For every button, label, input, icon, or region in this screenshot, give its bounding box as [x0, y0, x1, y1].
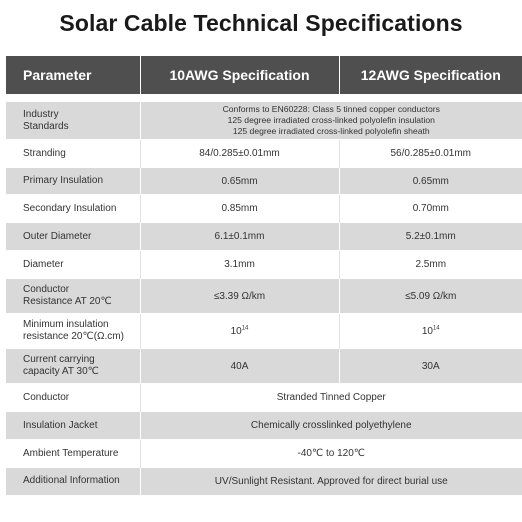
table-header-row	[6, 56, 522, 95]
value-10awg: 40A	[140, 349, 339, 384]
label-line: Resistance AT 20℃	[23, 296, 112, 307]
value-12awg: 56/0.285±0.01mm	[339, 140, 522, 168]
value-12awg: 30A	[339, 349, 522, 384]
value-10awg: 0.65mm	[140, 168, 339, 195]
label-line: Conductor	[23, 284, 70, 295]
header-10awg: 10AWG Specification	[140, 56, 339, 95]
value-base: 10	[421, 325, 433, 337]
merged-value: -40℃ to 120℃	[140, 440, 522, 468]
value-12awg: 5.2±0.1mm	[339, 223, 522, 251]
table-row-current-capacity	[6, 349, 522, 384]
row-label: Primary Insulation	[6, 168, 140, 195]
row-label: Secondary Insulation	[6, 195, 140, 223]
value-10awg: ≤3.39 Ω/km	[140, 279, 339, 314]
label-line: capacity AT 30℃	[23, 366, 99, 377]
merged-value: Stranded Tinned Copper	[140, 384, 522, 412]
standards-line: Conforms to EN60228: Class 5 tinned copper conductors	[222, 104, 440, 114]
merged-value: UV/Sunlight Resistant. Approved for direct burial use	[140, 468, 522, 495]
standards-value	[140, 102, 522, 140]
value-12awg	[339, 314, 522, 349]
row-label: Ambient Temperature	[6, 440, 140, 468]
table-row-outer-diameter	[6, 223, 522, 251]
value-10awg: 6.1±0.1mm	[140, 223, 339, 251]
spec-table-container	[6, 56, 522, 495]
value-12awg: 2.5mm	[339, 251, 522, 279]
table-row-diameter	[6, 251, 522, 279]
header-parameter: Parameter	[6, 56, 140, 95]
row-label: Insulation Jacket	[6, 412, 140, 440]
row-label	[6, 279, 140, 314]
row-label: Additional Information	[6, 468, 140, 495]
value-10awg: 0.85mm	[140, 195, 339, 223]
value-10awg	[140, 314, 339, 349]
row-label: Diameter	[6, 251, 140, 279]
merged-value: Chemically crosslinked polyethylene	[140, 412, 522, 440]
header-12awg: 12AWG Specification	[339, 56, 522, 95]
table-row-ambient-temperature	[6, 440, 522, 468]
value-12awg: 0.70mm	[339, 195, 522, 223]
label-line: Current carrying	[23, 354, 95, 365]
value-10awg: 84/0.285±0.01mm	[140, 140, 339, 168]
table-row-secondary-insulation	[6, 195, 522, 223]
table-row-insulation-resistance	[6, 314, 522, 349]
row-label: Conductor	[6, 384, 140, 412]
value-base: 10	[230, 325, 242, 337]
spec-table	[6, 56, 522, 495]
table-row-primary-insulation	[6, 168, 522, 195]
label-line: Minimum insulation	[23, 319, 109, 330]
value-12awg: 0.65mm	[339, 168, 522, 195]
table-row-additional-information	[6, 468, 522, 495]
row-label	[6, 314, 140, 349]
row-label: Stranding	[6, 140, 140, 168]
standards-line: 125 degree irradiated cross-linked polyolefin insulation	[227, 115, 435, 125]
table-row-stranding	[6, 140, 522, 168]
row-label: Outer Diameter	[6, 223, 140, 251]
value-12awg: ≤5.09 Ω/km	[339, 279, 522, 314]
label-line: resistance 20℃(Ω.cm)	[23, 331, 124, 342]
table-row-standards	[6, 102, 522, 140]
header-gap	[6, 95, 522, 102]
value-exponent: 14	[432, 325, 440, 332]
value-exponent: 14	[241, 325, 249, 332]
table-row-conductor	[6, 384, 522, 412]
label-line: Standards	[23, 120, 69, 132]
row-label	[6, 349, 140, 384]
page-title: Solar Cable Technical Specifications	[59, 10, 463, 36]
row-label	[6, 102, 140, 140]
table-row-insulation-jacket	[6, 412, 522, 440]
standards-line: 125 degree irradiated cross-linked polyolefin sheath	[232, 126, 430, 136]
value-10awg: 3.1mm	[140, 251, 339, 279]
label-line: Industry	[23, 108, 59, 120]
table-row-conductor-resistance	[6, 279, 522, 314]
